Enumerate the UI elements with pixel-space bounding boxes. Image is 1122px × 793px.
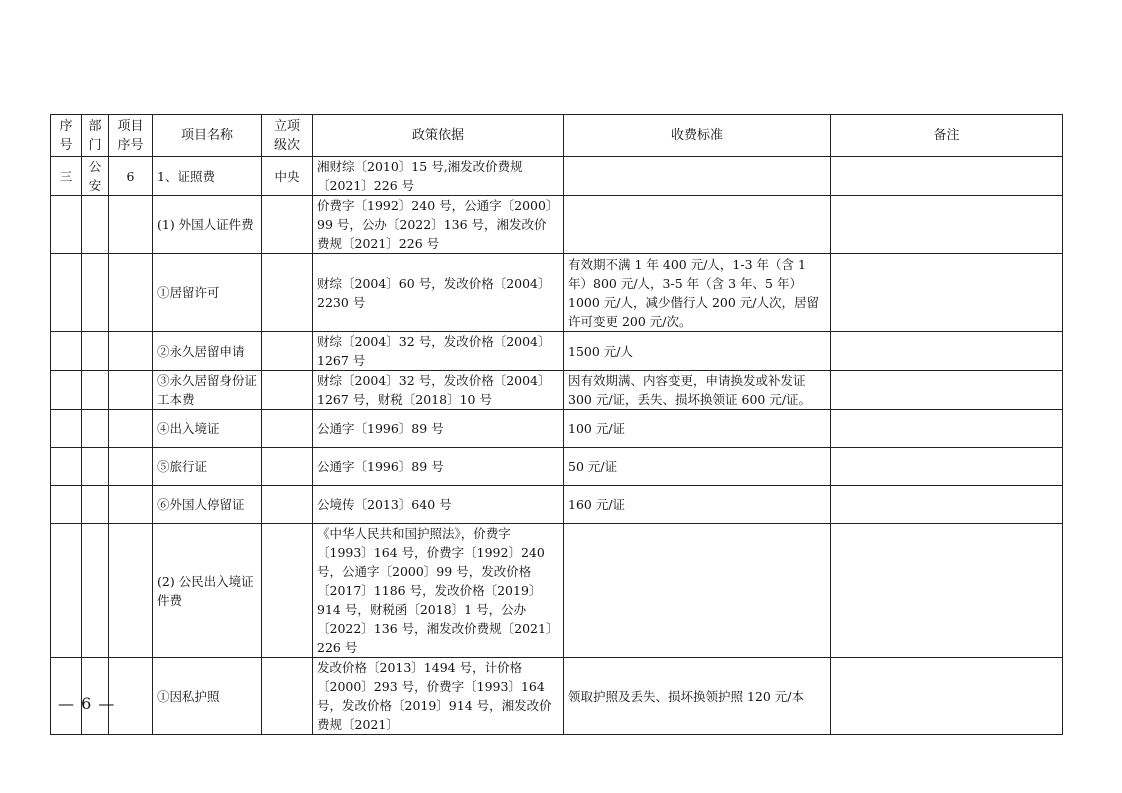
cell-remark xyxy=(831,410,1063,448)
cell-remark xyxy=(831,254,1063,332)
cell-standard: 50 元/证 xyxy=(564,448,831,486)
cell-standard: 160 元/证 xyxy=(564,486,831,524)
cell-standard xyxy=(564,524,831,658)
page-number: — 6 — xyxy=(58,694,116,713)
cell-item-seq xyxy=(109,448,153,486)
cell-policy: 财综〔2004〕32 号，发改价格〔2004〕1267 号 xyxy=(313,332,564,371)
header-remark: 备注 xyxy=(831,115,1063,157)
fee-table xyxy=(50,114,1063,735)
table-row xyxy=(51,332,1063,371)
cell-remark xyxy=(831,658,1063,735)
cell-dept xyxy=(82,524,109,658)
cell-remark xyxy=(831,332,1063,371)
cell-dept xyxy=(82,332,109,371)
cell-item-name: ①居留许可 xyxy=(153,254,262,332)
cell-item-seq xyxy=(109,254,153,332)
header-dept: 部 门 xyxy=(82,115,109,157)
cell-level xyxy=(262,371,313,410)
cell-standard xyxy=(564,196,831,254)
cell-seq xyxy=(51,254,82,332)
cell-policy: 湘财综〔2010〕15 号,湘发改价费规〔2021〕226 号 xyxy=(313,157,564,196)
cell-seq xyxy=(51,486,82,524)
header-policy: 政策依据 xyxy=(313,115,564,157)
cell-seq xyxy=(51,371,82,410)
cell-item-seq: 6 xyxy=(109,157,153,196)
cell-dept xyxy=(82,448,109,486)
table-row xyxy=(51,196,1063,254)
table-row xyxy=(51,410,1063,448)
cell-item-name: (1) 外国人证件费 xyxy=(153,196,262,254)
table-row xyxy=(51,486,1063,524)
cell-policy: 发改价格〔2013〕1494 号，计价格〔2000〕293 号，价费字〔1993〕164 号，发改价格〔2019〕914 号，湘发改价费规〔2021〕 xyxy=(313,658,564,735)
table-header-row xyxy=(51,115,1063,157)
cell-dept: 公 安 xyxy=(82,157,109,196)
table-row xyxy=(51,157,1063,196)
cell-level xyxy=(262,196,313,254)
cell-remark xyxy=(831,196,1063,254)
table-row xyxy=(51,658,1063,735)
cell-level xyxy=(262,254,313,332)
cell-item-seq xyxy=(109,524,153,658)
cell-seq xyxy=(51,410,82,448)
cell-policy: 价费字〔1992〕240 号，公通字〔2000〕99 号，公办〔2022〕136 号，湘发改价费规〔2021〕226 号 xyxy=(313,196,564,254)
cell-level xyxy=(262,332,313,371)
cell-policy: 财综〔2004〕32 号，发改价格〔2004〕1267 号，财税〔2018〕10 号 xyxy=(313,371,564,410)
cell-remark xyxy=(831,448,1063,486)
cell-item-seq xyxy=(109,486,153,524)
cell-item-name: ②永久居留申请 xyxy=(153,332,262,371)
cell-level xyxy=(262,448,313,486)
cell-item-name: ③永久居留身份证工本费 xyxy=(153,371,262,410)
cell-level xyxy=(262,658,313,735)
cell-dept xyxy=(82,254,109,332)
cell-dept xyxy=(82,410,109,448)
cell-item-name: 1、证照费 xyxy=(153,157,262,196)
cell-policy: 公通字〔1996〕89 号 xyxy=(313,448,564,486)
cell-policy: 《中华人民共和国护照法》，价费字〔1993〕164 号，价费字〔1992〕240 号，公通字〔2000〕99 号，发改价格〔2017〕1186 号，发改价格〔2019〕914 号，财税函〔2018〕1 号，公办〔2022〕136 号，湘发改价费规〔2021〕226 号 xyxy=(313,524,564,658)
cell-policy: 财综〔2004〕60 号，发改价格〔2004〕2230 号 xyxy=(313,254,564,332)
header-item-name: 项目名称 xyxy=(153,115,262,157)
cell-remark xyxy=(831,371,1063,410)
cell-item-seq xyxy=(109,371,153,410)
cell-level: 中央 xyxy=(262,157,313,196)
cell-remark xyxy=(831,524,1063,658)
cell-dept xyxy=(82,371,109,410)
cell-standard: 有效期不满 1 年 400 元/人，1-3 年（含 1 年）800 元/人，3-5 年（含 3 年、5 年）1000 元/人，减少偕行人 200 元/人次，居留许可变更 200 元/次。 xyxy=(564,254,831,332)
cell-seq xyxy=(51,448,82,486)
cell-level xyxy=(262,410,313,448)
cell-item-name: ⑥外国人停留证 xyxy=(153,486,262,524)
cell-item-name: ⑤旅行证 xyxy=(153,448,262,486)
cell-policy: 公境传〔2013〕640 号 xyxy=(313,486,564,524)
cell-dept xyxy=(82,196,109,254)
cell-remark xyxy=(831,486,1063,524)
cell-standard: 1500 元/人 xyxy=(564,332,831,371)
cell-item-seq xyxy=(109,410,153,448)
cell-level xyxy=(262,486,313,524)
cell-policy: 公通字〔1996〕89 号 xyxy=(313,410,564,448)
cell-item-name: ①因私护照 xyxy=(153,658,262,735)
cell-standard: 因有效期满、内容变更，申请换发或补发证 300 元/证，丢失、损坏换领证 600 元/证。 xyxy=(564,371,831,410)
cell-seq xyxy=(51,524,82,658)
cell-item-seq xyxy=(109,196,153,254)
cell-standard: 领取护照及丢失、损坏换领护照 120 元/本 xyxy=(564,658,831,735)
cell-level xyxy=(262,524,313,658)
cell-remark xyxy=(831,157,1063,196)
cell-standard: 100 元/证 xyxy=(564,410,831,448)
table-row xyxy=(51,254,1063,332)
cell-seq: 三 xyxy=(51,157,82,196)
cell-seq xyxy=(51,332,82,371)
cell-dept xyxy=(82,486,109,524)
header-level: 立项 级次 xyxy=(262,115,313,157)
cell-standard xyxy=(564,157,831,196)
cell-item-name: ④出入境证 xyxy=(153,410,262,448)
table-row xyxy=(51,524,1063,658)
table-row xyxy=(51,371,1063,410)
header-seq: 序 号 xyxy=(51,115,82,157)
cell-item-seq xyxy=(109,332,153,371)
table-row xyxy=(51,448,1063,486)
cell-item-name: (2) 公民出入境证件费 xyxy=(153,524,262,658)
header-item-seq: 项目 序号 xyxy=(109,115,153,157)
header-standard: 收费标准 xyxy=(564,115,831,157)
cell-seq xyxy=(51,196,82,254)
